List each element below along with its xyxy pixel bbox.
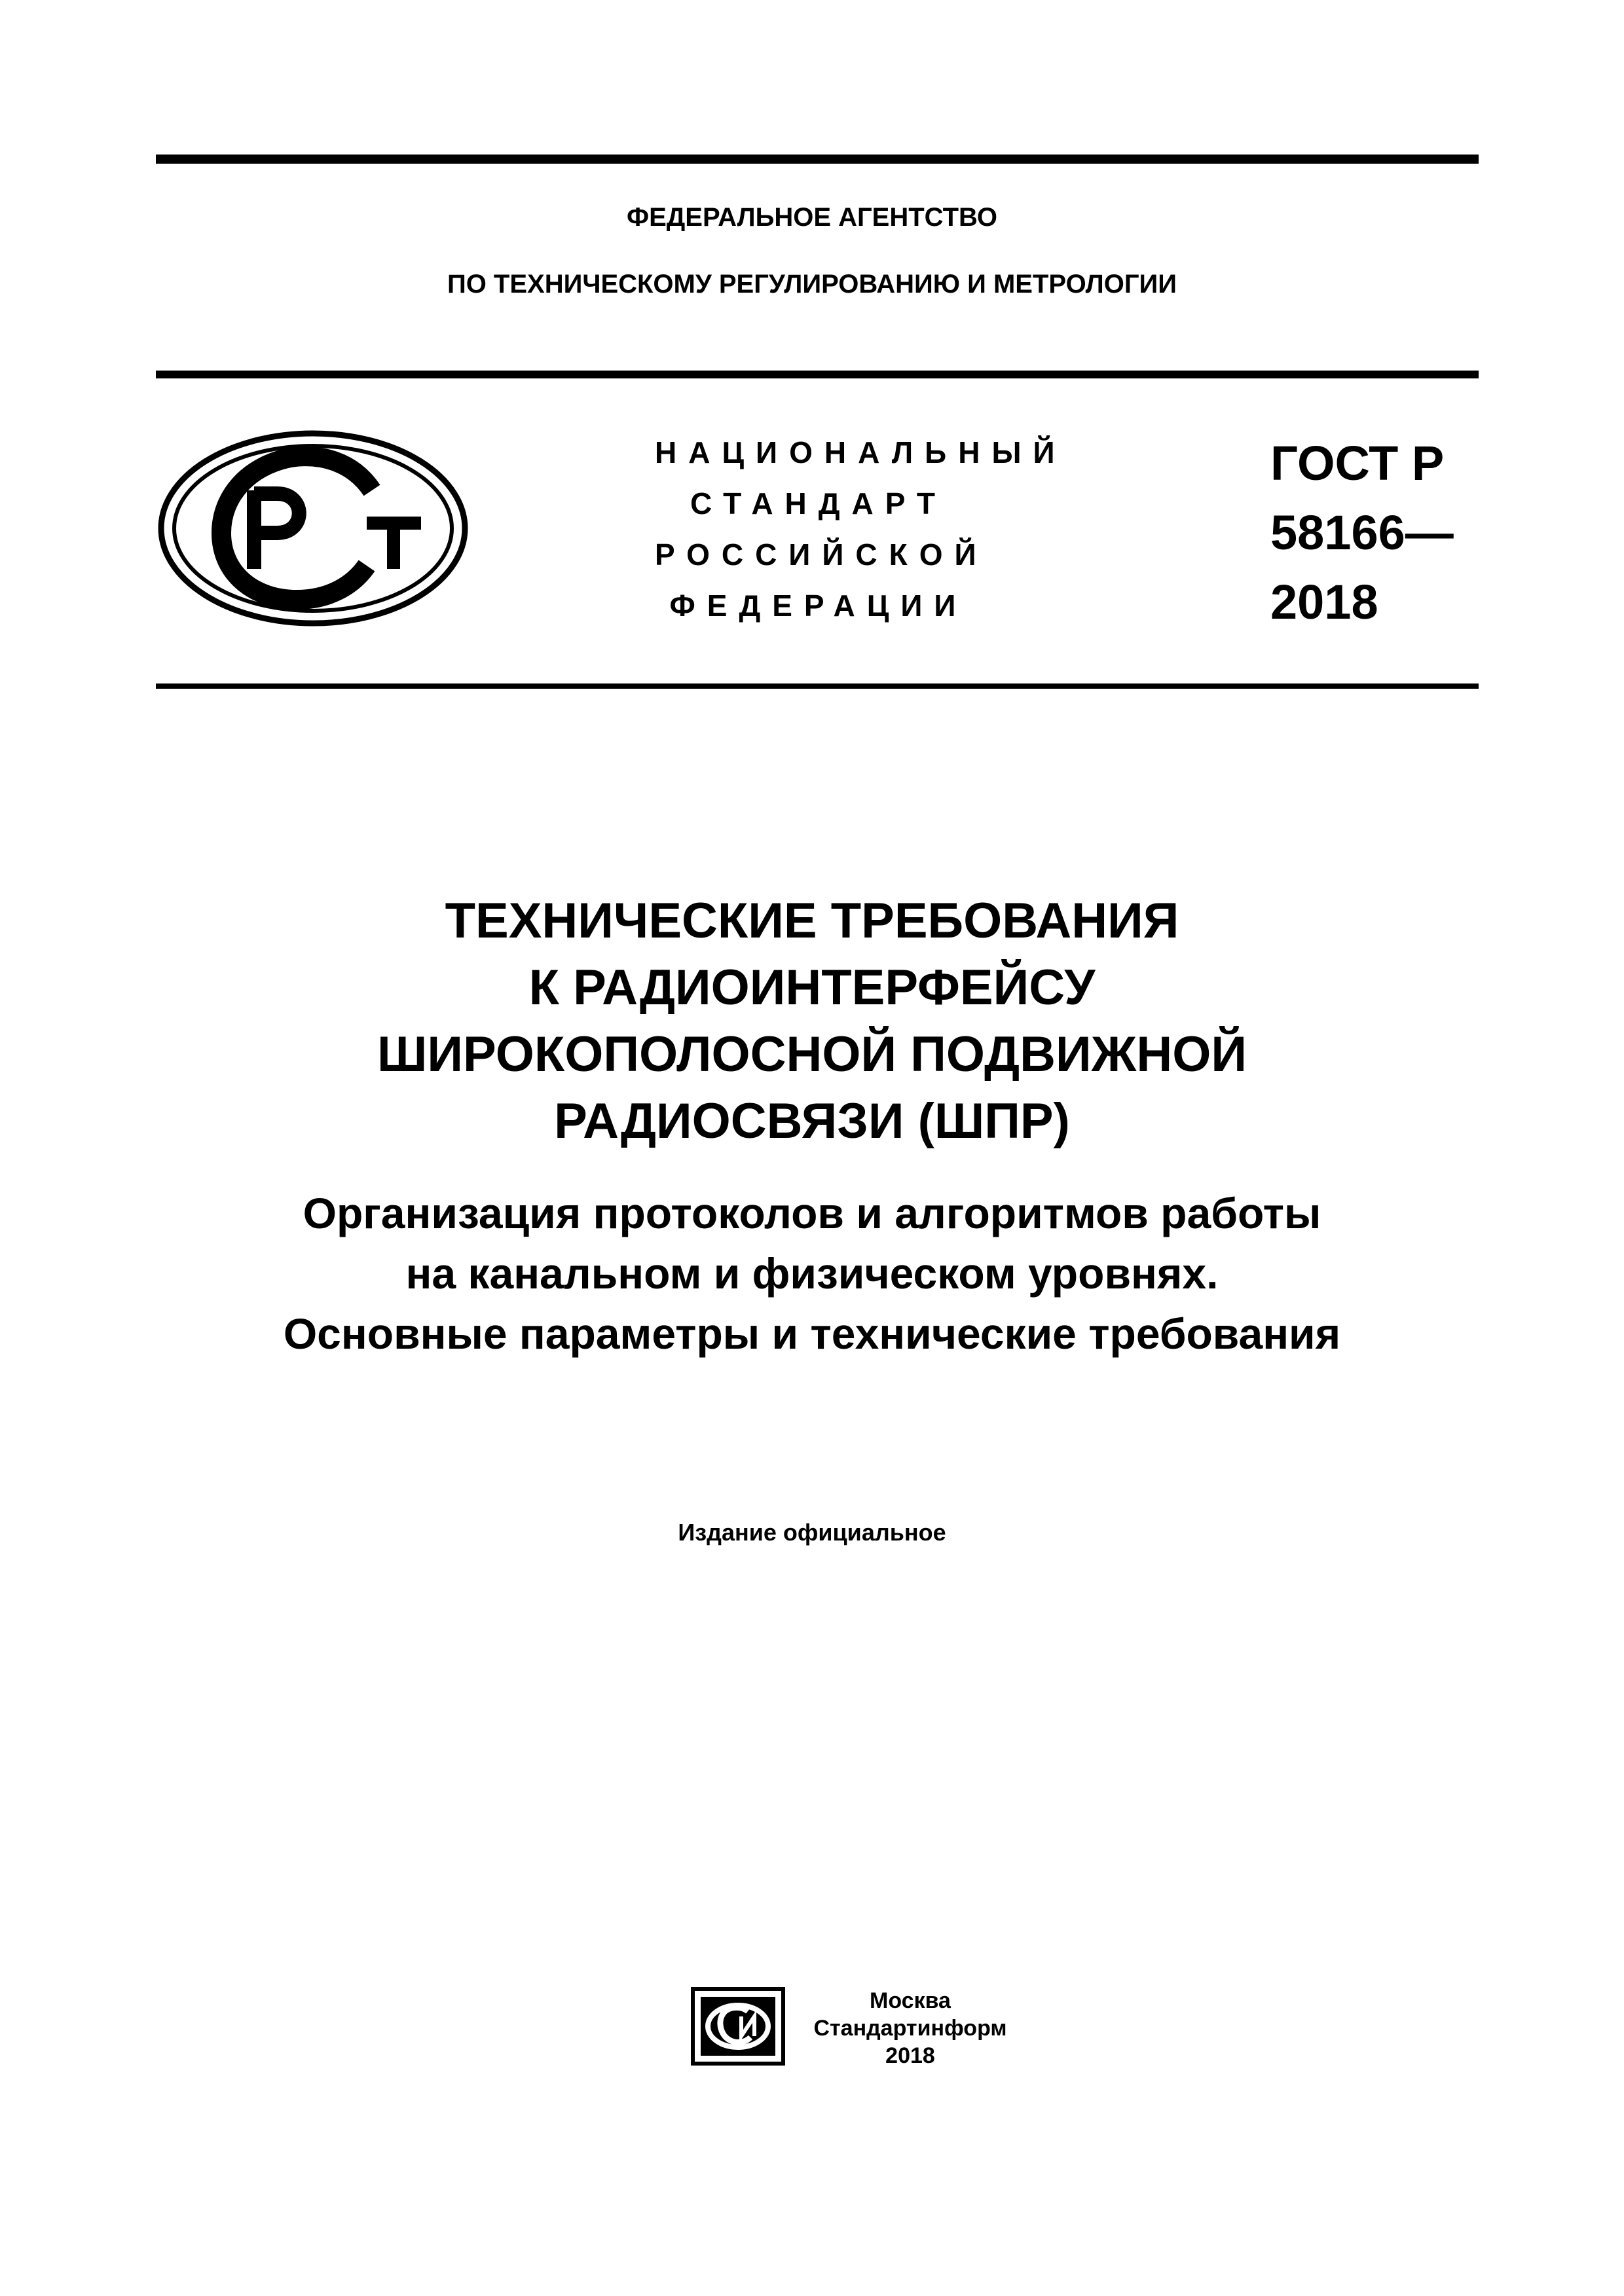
agency-name-line2: ПО ТЕХНИЧЕСКОМУ РЕГУЛИРОВАНИЮ И МЕТРОЛОГИИ xyxy=(447,270,1177,299)
standard-type-line4: ФЕДЕРАЦИИ xyxy=(669,589,968,623)
edition-label: Издание официальное xyxy=(678,1519,946,1546)
standard-type-line1: НАЦИОНАЛЬНЫЙ xyxy=(655,435,1067,469)
standard-type-line2: СТАНДАРТ xyxy=(690,486,947,520)
agency-name-line1: ФЕДЕРАЛЬНОЕ АГЕНТСТВО xyxy=(626,203,998,232)
designation-line1: ГОСТ Р xyxy=(1270,436,1445,490)
designation-line2: 58166— xyxy=(1270,505,1454,560)
publisher-name: Стандартинформ xyxy=(813,2016,1007,2041)
agency-bottom-rule xyxy=(156,371,1479,378)
designation-line3: 2018 xyxy=(1270,575,1378,629)
document-subtitle-line2: на канальном и физическом уровнях. xyxy=(405,1249,1219,1298)
top-rule xyxy=(156,155,1479,164)
document-subtitle-line3: Основные параметры и технические требования xyxy=(283,1309,1341,1358)
rst-gost-emblem-icon xyxy=(156,428,470,629)
publisher-city: Москва xyxy=(870,1988,951,2013)
standartinform-logo-icon xyxy=(690,1986,786,2066)
standard-type-line3: РОССИЙСКОЙ xyxy=(655,538,988,572)
document-title-line3: ШИРОКОПОЛОСНОЙ ПОДВИЖНОЙ xyxy=(377,1027,1247,1082)
document-title-line1: ТЕХНИЧЕСКИЕ ТРЕБОВАНИЯ xyxy=(445,893,1179,949)
document-title-line4: РАДИОСВЯЗИ (ШПР) xyxy=(554,1093,1070,1149)
header-bottom-rule xyxy=(156,683,1479,689)
publisher-year: 2018 xyxy=(885,2043,935,2068)
document-subtitle-line1: Организация протоколов и алгоритмов работы xyxy=(303,1189,1321,1237)
document-title-line2: К РАДИОИНТЕРФЕЙСУ xyxy=(528,960,1096,1015)
